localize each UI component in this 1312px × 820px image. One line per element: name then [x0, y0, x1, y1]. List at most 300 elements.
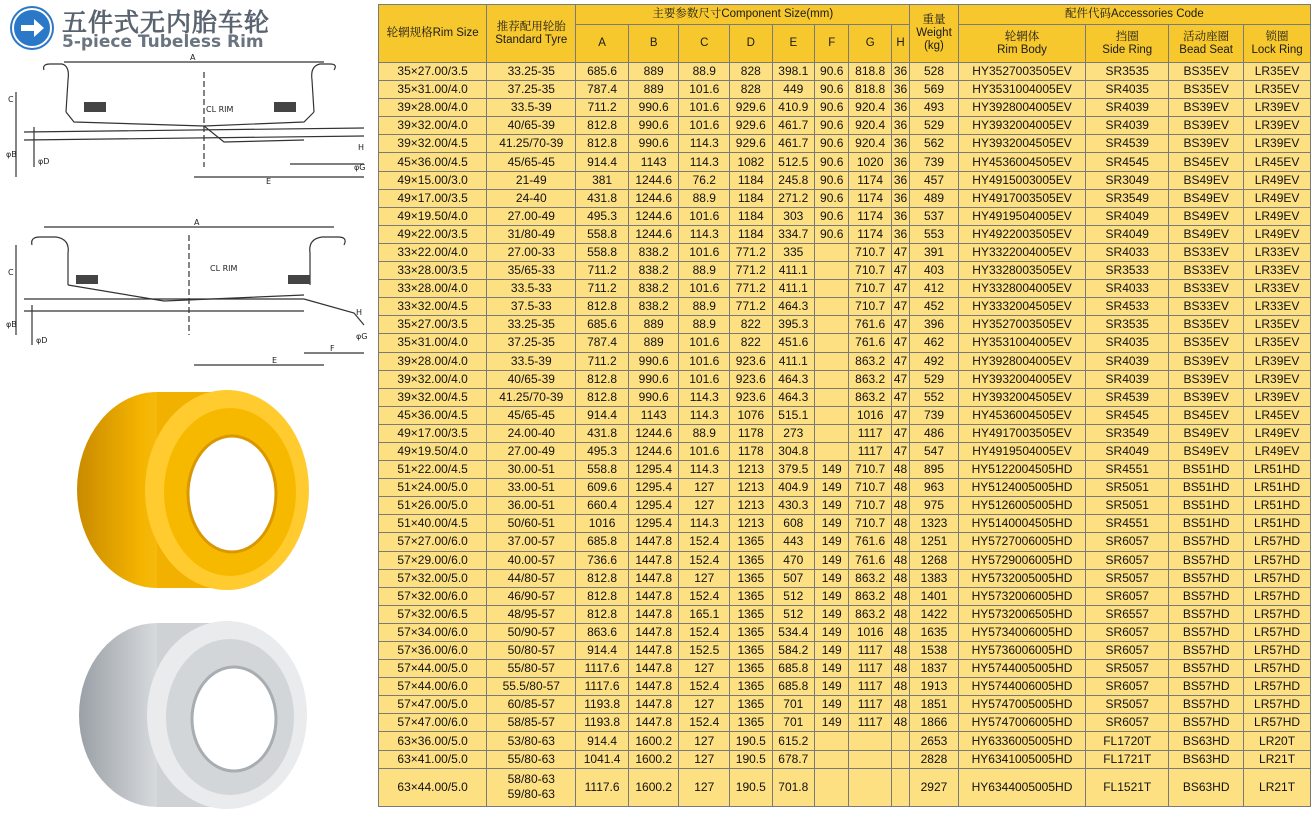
- table-cell: 562: [910, 135, 959, 153]
- table-row: [379, 388, 1311, 406]
- table-cell: 863.2: [849, 605, 891, 623]
- table-cell: 101.6: [679, 243, 730, 261]
- table-cell: 512: [772, 605, 814, 623]
- table-cell: 41.25/70-39: [487, 135, 576, 153]
- table-cell: 507: [772, 569, 814, 587]
- table-cell: LR49EV: [1244, 189, 1311, 207]
- spec-table-wrapper: [378, 4, 1311, 807]
- table-cell: 63×41.00/5.0: [379, 750, 487, 768]
- table-cell: 127: [679, 479, 730, 497]
- table-cell: HY5727006005HD: [958, 533, 1085, 551]
- table-cell: 486: [910, 424, 959, 442]
- table-cell: 771.2: [730, 280, 772, 298]
- table-cell: 48: [891, 497, 909, 515]
- table-cell: 1213: [730, 497, 772, 515]
- table-cell: HY3928004005EV: [958, 99, 1085, 117]
- table-cell: 50/90-57: [487, 623, 576, 641]
- table-cell: 48: [891, 533, 909, 551]
- table-cell: LR39EV: [1244, 99, 1311, 117]
- table-cell: 90.6: [815, 81, 849, 99]
- table-cell: 35×31.00/4.0: [379, 81, 487, 99]
- table-cell: 990.6: [628, 388, 679, 406]
- table-cell: HY5732006505HD: [958, 605, 1085, 623]
- col-h: H: [891, 25, 909, 63]
- table-cell: 47: [891, 442, 909, 460]
- table-cell: 114.3: [679, 515, 730, 533]
- table-cell: 90.6: [815, 135, 849, 153]
- silver-rim-photo: [62, 605, 312, 820]
- table-cell: 88.9: [679, 262, 730, 280]
- table-cell: 678.7: [772, 750, 814, 768]
- table-cell: 1365: [730, 642, 772, 660]
- table-cell: 430.3: [772, 497, 814, 515]
- table-cell: 90.6: [815, 99, 849, 117]
- table-cell: 24-40: [487, 189, 576, 207]
- table-cell: 149: [815, 696, 849, 714]
- table-cell: 47: [891, 334, 909, 352]
- table-row: [379, 298, 1311, 316]
- table-cell: 27.00-33: [487, 243, 576, 261]
- table-cell: LR57HD: [1244, 605, 1311, 623]
- table-cell: 48: [891, 605, 909, 623]
- table-cell: [815, 316, 849, 334]
- table-cell: 165.1: [679, 605, 730, 623]
- table-cell: SR4049: [1086, 225, 1169, 243]
- table-cell: 395.3: [772, 316, 814, 334]
- table-cell: 1447.8: [628, 642, 679, 660]
- table-cell: SR5051: [1086, 479, 1169, 497]
- table-cell: [891, 750, 909, 768]
- table-row: [379, 135, 1311, 153]
- table-cell: [815, 750, 849, 768]
- table-cell: 1600.2: [628, 768, 679, 806]
- table-cell: 39×32.00/4.5: [379, 135, 487, 153]
- table-cell: 923.6: [730, 388, 772, 406]
- table-cell: 1447.8: [628, 533, 679, 551]
- table-cell: 398.1: [772, 63, 814, 81]
- table-cell: BS51HD: [1169, 461, 1244, 479]
- table-cell: 152.4: [679, 587, 730, 605]
- table-row: [379, 99, 1311, 117]
- table-cell: 812.8: [576, 605, 629, 623]
- table-cell: 914.4: [576, 153, 629, 171]
- table-cell: BS33EV: [1169, 243, 1244, 261]
- table-cell: HY6341005005HD: [958, 750, 1085, 768]
- table-cell: BS63HD: [1169, 750, 1244, 768]
- table-cell: 822: [730, 316, 772, 334]
- table-cell: 1447.8: [628, 551, 679, 569]
- table-cell: BS35EV: [1169, 316, 1244, 334]
- table-cell: 36: [891, 189, 909, 207]
- table-cell: 55.5/80-57: [487, 678, 576, 696]
- col-side-ring: 挡圈 Side Ring: [1086, 25, 1169, 63]
- table-cell: 39×32.00/4.0: [379, 117, 487, 135]
- table-cell: 1143: [628, 406, 679, 424]
- table-cell: [815, 280, 849, 298]
- table-cell: BS33EV: [1169, 298, 1244, 316]
- table-cell: 461.7: [772, 117, 814, 135]
- table-cell: 101.6: [679, 442, 730, 460]
- table-cell: SR6057: [1086, 714, 1169, 732]
- table-cell: 33.25-35: [487, 63, 576, 81]
- table-cell: [815, 352, 849, 370]
- table-cell: 88.9: [679, 298, 730, 316]
- table-cell: HY4919504005EV: [958, 442, 1085, 460]
- table-cell: BS49EV: [1169, 207, 1244, 225]
- table-cell: BS35EV: [1169, 63, 1244, 81]
- dim-d-label-2: φD: [36, 336, 48, 345]
- table-cell: LR35EV: [1244, 63, 1311, 81]
- table-row: [379, 678, 1311, 696]
- table-cell: LR51HD: [1244, 461, 1311, 479]
- table-cell: 47: [891, 388, 909, 406]
- table-cell: 1913: [910, 678, 959, 696]
- table-cell: 553: [910, 225, 959, 243]
- table-cell: 149: [815, 587, 849, 605]
- table-row: [379, 750, 1311, 768]
- table-cell: 1174: [849, 171, 891, 189]
- table-cell: LR49EV: [1244, 424, 1311, 442]
- table-cell: [891, 768, 909, 806]
- table-cell: 1365: [730, 714, 772, 732]
- table-cell: HY3527003505EV: [958, 63, 1085, 81]
- table-cell: HY5744005005HD: [958, 660, 1085, 678]
- table-cell: SR6057: [1086, 642, 1169, 660]
- table-cell: 1117: [849, 714, 891, 732]
- table-cell: [815, 370, 849, 388]
- table-cell: 1837: [910, 660, 959, 678]
- table-cell: 615.2: [772, 732, 814, 750]
- table-cell: 152.5: [679, 642, 730, 660]
- table-row: [379, 171, 1311, 189]
- table-cell: 35×27.00/3.5: [379, 316, 487, 334]
- col-rim-size: 轮辋规格Rim Size: [379, 5, 487, 63]
- table-cell: 36: [891, 99, 909, 117]
- cl-rim-label-2: CL RIM: [210, 264, 238, 273]
- table-cell: 190.5: [730, 768, 772, 806]
- table-cell: 47: [891, 316, 909, 334]
- table-cell: 76.2: [679, 171, 730, 189]
- table-cell: 1213: [730, 479, 772, 497]
- table-cell: 761.6: [849, 334, 891, 352]
- table-cell: LR45EV: [1244, 406, 1311, 424]
- table-cell: 49×17.00/3.5: [379, 424, 487, 442]
- table-cell: SR3533: [1086, 262, 1169, 280]
- dim-a-label: A: [190, 53, 196, 62]
- table-cell: SR4035: [1086, 334, 1169, 352]
- table-cell: 1600.2: [628, 732, 679, 750]
- table-cell: BS57HD: [1169, 551, 1244, 569]
- table-cell: 1447.8: [628, 605, 679, 623]
- table-cell: 761.6: [849, 551, 891, 569]
- table-cell: SR4539: [1086, 135, 1169, 153]
- table-cell: 461.7: [772, 135, 814, 153]
- table-cell: 149: [815, 551, 849, 569]
- table-cell: HY3928004005EV: [958, 352, 1085, 370]
- table-cell: 1143: [628, 153, 679, 171]
- table-cell: 39×28.00/4.0: [379, 352, 487, 370]
- col-standard-tyre: 推荐配用轮胎 Standard Tyre: [487, 5, 576, 63]
- table-cell: 411.1: [772, 262, 814, 280]
- table-row: [379, 316, 1311, 334]
- table-cell: 895: [910, 461, 959, 479]
- table-cell: 127: [679, 750, 730, 768]
- table-row: [379, 587, 1311, 605]
- table-cell: 48: [891, 461, 909, 479]
- table-cell: 771.2: [730, 262, 772, 280]
- table-cell: 863.2: [849, 587, 891, 605]
- table-cell: 149: [815, 678, 849, 696]
- table-cell: 929.6: [730, 99, 772, 117]
- table-cell: HY3527003505EV: [958, 316, 1085, 334]
- table-cell: 863.2: [849, 370, 891, 388]
- table-cell: 36: [891, 81, 909, 99]
- table-cell: 1016: [849, 623, 891, 641]
- table-cell: [815, 334, 849, 352]
- table-cell: FL1521T: [1086, 768, 1169, 806]
- table-cell: HY3332004505EV: [958, 298, 1085, 316]
- table-cell: SR4033: [1086, 243, 1169, 261]
- table-cell: LR21T: [1244, 750, 1311, 768]
- table-cell: BS49EV: [1169, 225, 1244, 243]
- table-cell: 1365: [730, 587, 772, 605]
- table-cell: 608: [772, 515, 814, 533]
- table-cell: 771.2: [730, 243, 772, 261]
- table-cell: 35×27.00/3.5: [379, 63, 487, 81]
- table-cell: 515.1: [772, 406, 814, 424]
- table-cell: LR57HD: [1244, 551, 1311, 569]
- table-cell: SR5057: [1086, 660, 1169, 678]
- table-cell: 411.1: [772, 280, 814, 298]
- table-cell: 63×44.00/5.0: [379, 768, 487, 806]
- group-accessories-code: 配件代码Accessories Code: [958, 5, 1310, 25]
- table-cell: 149: [815, 642, 849, 660]
- table-cell: 761.6: [849, 533, 891, 551]
- table-cell: 889: [628, 81, 679, 99]
- table-row: [379, 714, 1311, 732]
- table-row: [379, 117, 1311, 135]
- table-cell: SR4049: [1086, 207, 1169, 225]
- table-cell: 90.6: [815, 117, 849, 135]
- table-cell: 90.6: [815, 207, 849, 225]
- table-cell: 1422: [910, 605, 959, 623]
- table-cell: 127: [679, 768, 730, 806]
- table-cell: 48: [891, 714, 909, 732]
- dim-e-label: E: [266, 177, 272, 186]
- table-cell: [891, 732, 909, 750]
- table-cell: 44/80-57: [487, 569, 576, 587]
- table-cell: FL1720T: [1086, 732, 1169, 750]
- table-row: [379, 497, 1311, 515]
- table-cell: 36.00-51: [487, 497, 576, 515]
- table-cell: 58/80-63 59/80-63: [487, 768, 576, 806]
- table-cell: 1447.8: [628, 660, 679, 678]
- dim-e-label-2: E: [272, 356, 278, 365]
- table-cell: 558.8: [576, 461, 629, 479]
- dim-c-label: C: [8, 95, 14, 104]
- table-cell: 49×15.00/3.0: [379, 171, 487, 189]
- table-cell: BS57HD: [1169, 569, 1244, 587]
- table-cell: 47: [891, 370, 909, 388]
- table-cell: BS49EV: [1169, 442, 1244, 460]
- table-cell: LR57HD: [1244, 714, 1311, 732]
- table-cell: LR33EV: [1244, 262, 1311, 280]
- table-cell: 2927: [910, 768, 959, 806]
- table-cell: HY4917003505EV: [958, 424, 1085, 442]
- table-cell: 101.6: [679, 207, 730, 225]
- table-row: [379, 768, 1311, 806]
- table-cell: 812.8: [576, 117, 629, 135]
- table-cell: 403: [910, 262, 959, 280]
- table-cell: HY5140004505HD: [958, 515, 1085, 533]
- table-cell: 149: [815, 714, 849, 732]
- table-cell: 685.6: [576, 316, 629, 334]
- table-cell: 1365: [730, 623, 772, 641]
- table-cell: 787.4: [576, 81, 629, 99]
- table-cell: SR3549: [1086, 189, 1169, 207]
- table-cell: 57×44.00/6.0: [379, 678, 487, 696]
- table-cell: 45×36.00/4.5: [379, 153, 487, 171]
- table-cell: 863.2: [849, 569, 891, 587]
- table-cell: 40.00-57: [487, 551, 576, 569]
- table-cell: 152.4: [679, 714, 730, 732]
- table-cell: 88.9: [679, 63, 730, 81]
- table-cell: 47: [891, 298, 909, 316]
- table-cell: HY3328003505EV: [958, 262, 1085, 280]
- col-e: E: [772, 25, 814, 63]
- table-cell: LR33EV: [1244, 280, 1311, 298]
- table-cell: 335: [772, 243, 814, 261]
- table-cell: 36: [891, 171, 909, 189]
- table-cell: 1174: [849, 207, 891, 225]
- table-cell: 63×36.00/5.0: [379, 732, 487, 750]
- table-cell: 190.5: [730, 750, 772, 768]
- table-cell: 1447.8: [628, 569, 679, 587]
- table-cell: 88.9: [679, 316, 730, 334]
- table-cell: 529: [910, 370, 959, 388]
- table-cell: LR45EV: [1244, 153, 1311, 171]
- table-cell: 529: [910, 117, 959, 135]
- table-cell: 1295.4: [628, 497, 679, 515]
- table-cell: 47: [891, 352, 909, 370]
- table-cell: 1365: [730, 696, 772, 714]
- table-cell: SR6057: [1086, 623, 1169, 641]
- table-cell: 101.6: [679, 370, 730, 388]
- table-cell: 685.8: [772, 660, 814, 678]
- table-cell: 710.7: [849, 243, 891, 261]
- table-cell: 537: [910, 207, 959, 225]
- table-cell: HY5126005005HD: [958, 497, 1085, 515]
- table-row: [379, 461, 1311, 479]
- table-cell: 37.25-35: [487, 81, 576, 99]
- table-cell: HY3531004005EV: [958, 334, 1085, 352]
- table-cell: HY5732005005HD: [958, 569, 1085, 587]
- table-row: [379, 280, 1311, 298]
- table-cell: 57×34.00/6.0: [379, 623, 487, 641]
- table-cell: 990.6: [628, 117, 679, 135]
- table-cell: HY5122004505HD: [958, 461, 1085, 479]
- table-cell: HY3932004005EV: [958, 370, 1085, 388]
- table-cell: 33×28.00/3.5: [379, 262, 487, 280]
- table-cell: 39×32.00/4.0: [379, 370, 487, 388]
- table-cell: 1041.4: [576, 750, 629, 768]
- table-cell: 101.6: [679, 280, 730, 298]
- table-cell: LR39EV: [1244, 352, 1311, 370]
- table-cell: 48: [891, 696, 909, 714]
- table-cell: 451.6: [772, 334, 814, 352]
- table-cell: 51×22.00/4.5: [379, 461, 487, 479]
- table-cell: 2653: [910, 732, 959, 750]
- table-cell: SR4049: [1086, 442, 1169, 460]
- table-cell: 1447.8: [628, 587, 679, 605]
- table-cell: [815, 732, 849, 750]
- table-cell: 1851: [910, 696, 959, 714]
- table-cell: BS57HD: [1169, 678, 1244, 696]
- table-cell: 889: [628, 334, 679, 352]
- table-cell: 273: [772, 424, 814, 442]
- table-cell: 1117.6: [576, 678, 629, 696]
- table-cell: BS57HD: [1169, 696, 1244, 714]
- table-cell: 48: [891, 515, 909, 533]
- table-cell: LR57HD: [1244, 696, 1311, 714]
- table-cell: LR33EV: [1244, 298, 1311, 316]
- table-cell: 1251: [910, 533, 959, 551]
- table-cell: 114.3: [679, 135, 730, 153]
- table-cell: BS49EV: [1169, 424, 1244, 442]
- table-cell: 33×22.00/4.0: [379, 243, 487, 261]
- table-cell: 1365: [730, 678, 772, 696]
- table-cell: 412: [910, 280, 959, 298]
- table-cell: 304.8: [772, 442, 814, 460]
- table-cell: 55/80-57: [487, 660, 576, 678]
- table-cell: [815, 298, 849, 316]
- table-row: [379, 406, 1311, 424]
- table-cell: 812.8: [576, 135, 629, 153]
- table-cell: HY4915003005EV: [958, 171, 1085, 189]
- table-cell: 710.7: [849, 280, 891, 298]
- table-cell: 710.7: [849, 298, 891, 316]
- table-cell: 495.3: [576, 442, 629, 460]
- table-row: [379, 243, 1311, 261]
- table-cell: LR57HD: [1244, 533, 1311, 551]
- table-cell: 334.7: [772, 225, 814, 243]
- table-row: [379, 660, 1311, 678]
- dim-c-label-2: C: [8, 268, 14, 277]
- table-cell: 1538: [910, 642, 959, 660]
- table-row: [379, 207, 1311, 225]
- table-cell: HY3932004005EV: [958, 117, 1085, 135]
- table-cell: 701: [772, 714, 814, 732]
- table-cell: BS63HD: [1169, 732, 1244, 750]
- table-cell: 152.4: [679, 551, 730, 569]
- table-cell: 101.6: [679, 117, 730, 135]
- table-cell: 990.6: [628, 135, 679, 153]
- table-cell: 920.4: [849, 99, 891, 117]
- table-cell: 739: [910, 153, 959, 171]
- table-cell: LR20T: [1244, 732, 1311, 750]
- table-cell: 1323: [910, 515, 959, 533]
- table-cell: 88.9: [679, 189, 730, 207]
- table-cell: 701.8: [772, 768, 814, 806]
- table-cell: 914.4: [576, 642, 629, 660]
- table-cell: 685.8: [576, 533, 629, 551]
- dim-b-label-2: φB: [6, 320, 17, 329]
- table-cell: 1268: [910, 551, 959, 569]
- table-cell: 1174: [849, 225, 891, 243]
- table-row: [379, 424, 1311, 442]
- table-cell: 58/85-57: [487, 714, 576, 732]
- table-cell: BS51HD: [1169, 497, 1244, 515]
